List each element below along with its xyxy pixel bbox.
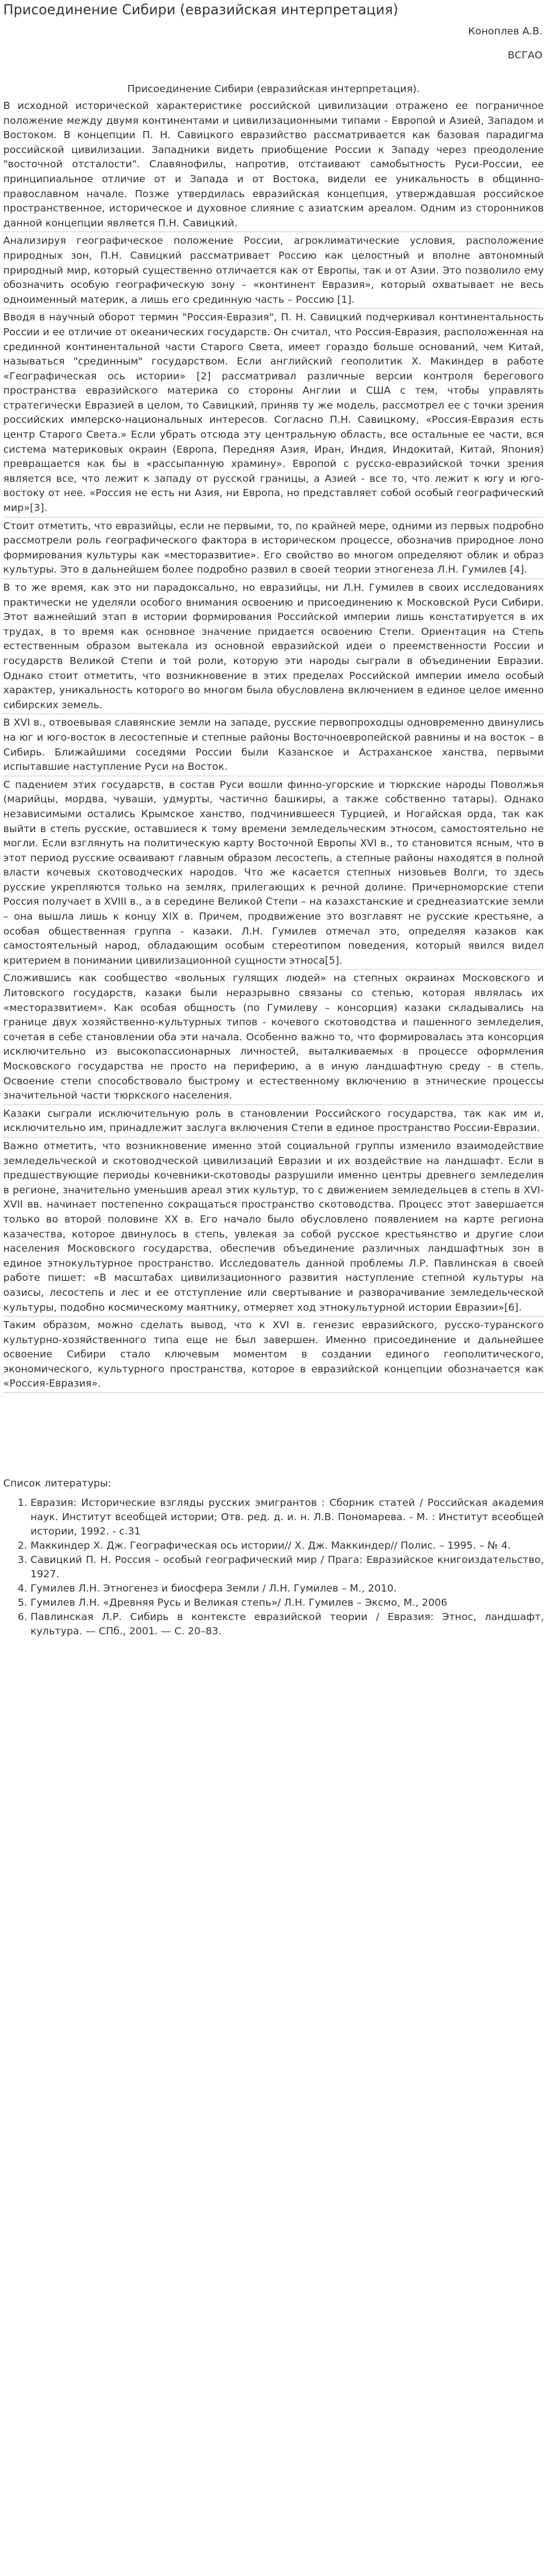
paragraph: Вводя в научный оборот термин "Россия-Евразия", П. Н. Савицкий подчеркивал континентальность России и ее отличие от океанических государств. Он считал, что Россия-Евразия, расположенная на срединной континентальной части Старого Света, имеет гораздо больше оснований, чем Китай, называться "срединным" государством. Если английский геополитик Х. Макиндер в работе «Географическая ось истории» [2] рассматривал различные версии контроля берегового пространства евразийского материка со стороны Англии и США с тем, чтобы управлять стратегически Евразией в целом, то Савицкий, приняв ту же модель, рассмотрел ее с точки зрения российских имперско-национальных интересов. Согласно П.Н. Савицкому, «Россия-Евразия есть центр Старого Света.» Если убрать отсюда эту центральную область, все остальные ее части, вся система материковых окраин (Европа, Передняя Азия, Иран, Индия, Индокитай, Китай, Япония) превращается как бы в «рассыпанную храмину». Европой с русско-евразийской точки зрения является все, что лежит к западу от русской границы, а Азией - все то, что лежит к югу и юго-востоку от нее. «Россия не есть ни Азия, ни Европа, но представляет собой особый географический мир»[3].	[3, 308, 544, 516]
paragraph: С падением этих государств, в состав Руси вошли финно-угорские и тюркские народы Поволжья (марийцы, мордва, чуваши, удмурты, частично башкиры, а также собственно татары). Однако независимыми остались Крымское ханство, подчинившееся Турцией, и Ногайская орда, так как выйти в степь русские, оставшиеся к тому времени земледельческим этносом, самостоятельно не могли. Если взглянуть на политическую карту Восточной Европы XVI в., то становится ясным, что в этот период русские осваивают главным образом лесостепь, а степные районы находятся в полной власти кочевых скотоводческих народов. Что же касается степных низовьев Волги, то здесь русские укрепляются только на землях, прилегающих к речной долине. Причерноморские степи Россия получает в XVIII в., а в середине Великой Степи – на казахстанские и среднеазиатские земли – она вышла лишь к концу XIX в. Причем, продвижение это возглавят не русские крестьяне, а особая общественная группа - казаки. Л.Н. Гумилев отмечал это, определяя казаков как самостоятельный народ, обладающим особым стереотипом поведения, который явился видел критерием в понимании цивилизационной сущности этноса[5].	[3, 776, 544, 970]
references-section	[3, 1476, 544, 1638]
paragraph: В то же время, как это ни парадоксально, но евразийцы, ни Л.Н. Гумилев в своих исследованиях практически не уделяли особого внимания освоению и присоединению к Московской Руси Сибири. Этот важнейший этап в истории формирования Российской империи лишь констатируется в их трудах, в то время как основное значение придается освоению Степи. Ориентация на Степь естественным образом вытекала из основной евразийской идеи о преемственности России и государств Великой Степи и той роли, которую эти народы сыграли в объединении Евразии. Однако стоит отметить, что возникновение в этих пределах Российской империи имело особый характер, уникальность которого во многом была обусловлена включением в единое целое именно сибирских земель.	[3, 578, 544, 713]
paragraph: Важно отметить, что возникновение именно этой социальной группы изменило взаимодействие земледельческой и скотоводческой цивилизаций Евразии и их воздействие на ландшафт. Если в предшествующие периоды кочевники-скотоводы разрушили именно центры древнего земледелия в регионе, значительно уменьшив ареал этих культур, то с движением земледельцев в степь в XVI-XVII вв. начинает постепенно сокращаться пространство скотоводства. Процесс этот завершается только во второй половине XX в. Его начало было обусловлено появлением на карте региона казачества, которое двинулось в степь, увлекая за собой русское крестьянство и другие слои населения Московского государства, обеспечив объединение различных ландшафтных зон в единое этнокультурное пространство. Исследователь данной проблемы Л.Р. Павлинская в своей работе пишет: «В масштабах цивилизационного развития наступление степной культуры на оазисы, лесостепь и лес и ее отступление или свертывание и разворачивание земледельческой культуры, подобно космическому маятнику, отмеряет ход этнокультурной истории Евразии»[6].	[3, 1137, 544, 1316]
organization-name: ВСГАО	[508, 49, 543, 61]
article-body	[3, 97, 544, 1393]
document-title: Присоединение Сибири (евразийская интерпретация)	[3, 2, 399, 18]
document-subtitle: Присоединение Сибири (евразийская интерпретация).	[127, 83, 420, 95]
references-list	[3, 1496, 544, 1638]
references-title: Список литературы:	[3, 1477, 111, 1490]
paragraph: Сложившись как сообщество «вольных гулящих людей» на степных окраинах Московского и Литовского государств, казаки были неразрывно связаны со степью, которая являлась их «месторазвитием». Как особая общность (по Гумилеву – консорция) казаки складывались на границе двух хозяйственно-культурных типов - кочевого скотоводства и пашенного земледелия, сочетая в себе становлении оба эти начала. Особенно важно то, что формировалась эта консорция исключительно из высокопассионарных личностей, выталкиваемых в процессе оформления Московского государства не просто на периферию, а в иную ландшафтную среду - в степь. Освоение степи способствовало быстрому и естественному включению в этнические процессы значительной части тюркского населения.	[3, 969, 544, 1104]
reference-item: 3. Савицкий П. Н. Россия – особый географический мир / Прага: Евразийское книгоиздательство, 1927.	[30, 1553, 544, 1581]
reference-item: 2. Маккиндер Х. Дж. Географическая ось истории// Х. Дж. Маккиндер// Полис. – 1995. – № 4.	[30, 1538, 544, 1553]
paragraph: Стоит отметить, что евразийцы, если не первыми, то, по крайней мере, одними из первых подробно рассмотрели роль географического фактора в историческом процессе, обозначив природное лоно формирования культуры как «месторазвитие». Его свойство во многом определяют облик и образ культуры. Это в дальнейшем более подробно развил в своей теории этногенеза Л.Н. Гумилев [4].	[3, 517, 544, 578]
reference-item: 4. Гумилев Л.Н. Этногенез и биосфера Земли / Л.Н. Гумилев – М., 2010.	[30, 1581, 544, 1595]
reference-item: 5. Гумилев Л.Н. «Древняя Русь и Великая степь»/ Л.Н. Гумилев – Эксмо, М., 2006	[30, 1595, 544, 1610]
author-name: Коноплев А.В.	[468, 25, 543, 37]
paragraph: В исходной исторической характеристике российской цивилизации отражено ее пограничное положение между двумя континентами и цивилизационными типами - Европой и Азией, Западом и Востоком. В концепции П. Н. Савицкого евразийство рассматривается как базовая парадигма российской цивилизации. Западники видеть приобщение России к Западу через преодоление "восточной отсталости". Славянофилы, напротив, отстаивают самобытность Руси-России, ее принципиальное отличие от и Запада и от Востока, видели ее уникальность в общинно-православном начале. Позже утвердилась евразийская концепция, утверждавшая российское пространственное, историческое и духовное слияние с азиатским ареалом. Одним из сторонников данной концепции является П.Н. Савицкий.	[3, 100, 544, 229]
document-meta	[3, 24, 544, 62]
paragraph: В XVI в., отвоевывая славянские земли на западе, русские первопроходцы одновременно двинулись на юг и юго-восток в лесостепные и степные районы Восточноевропейской равнины и на восток – в Сибирь. Ближайшими соседями России были Казанское и Астраханское ханства, первыми испытавшие наступление Руси на Восток.	[3, 713, 544, 775]
reference-item: 6. Павлинская Л.Р. Сибирь в контексте евразийской теории / Евразия: Этнос, ландшафт, культура. — СПб., 2001. — С. 20–83.	[30, 1610, 544, 1638]
paragraph: Таким образом, можно сделать вывод, что к XVI в. генезис евразийского, русско-туранского культурно-хозяйственного типа еще не был завершен. Именно присоединение и дальнейшее освоение Сибири стало ключевым моментом в создании единого геополитического, экономического, культурного пространства, которое в евразийской концепции обозначается как «Россия-Евразия».	[3, 1316, 544, 1393]
paragraph: Казаки сыграли исключительную роль в становлении Российского государства, так как им и, исключительно им, принадлежит заслуга включения Степи в единое пространство России-Евразии.	[3, 1104, 544, 1137]
reference-item: 1. Евразия: Исторические взгляды русских эмигрантов : Сборник статей / Российская академия наук. Институт всеобщей истории; Отв. ред. д. и. н. Л.В. Пономарева. - М. : Институт всеобщей истории, 1992. - с.31	[30, 1496, 544, 1538]
paragraph: Анализируя географическое положение России, агроклиматические условия, расположение природных зон, П.Н. Савицкий рассматривает Россию как целостный и вполне автономный природный мир, который существенно отличается как от Европы, так и от Азии. Это позволило ему обозначить особую географическую зону – «континент Евразия», который охватывает не весь одноименный материк, а лишь его срединную часть – Россию [1].	[3, 232, 544, 308]
